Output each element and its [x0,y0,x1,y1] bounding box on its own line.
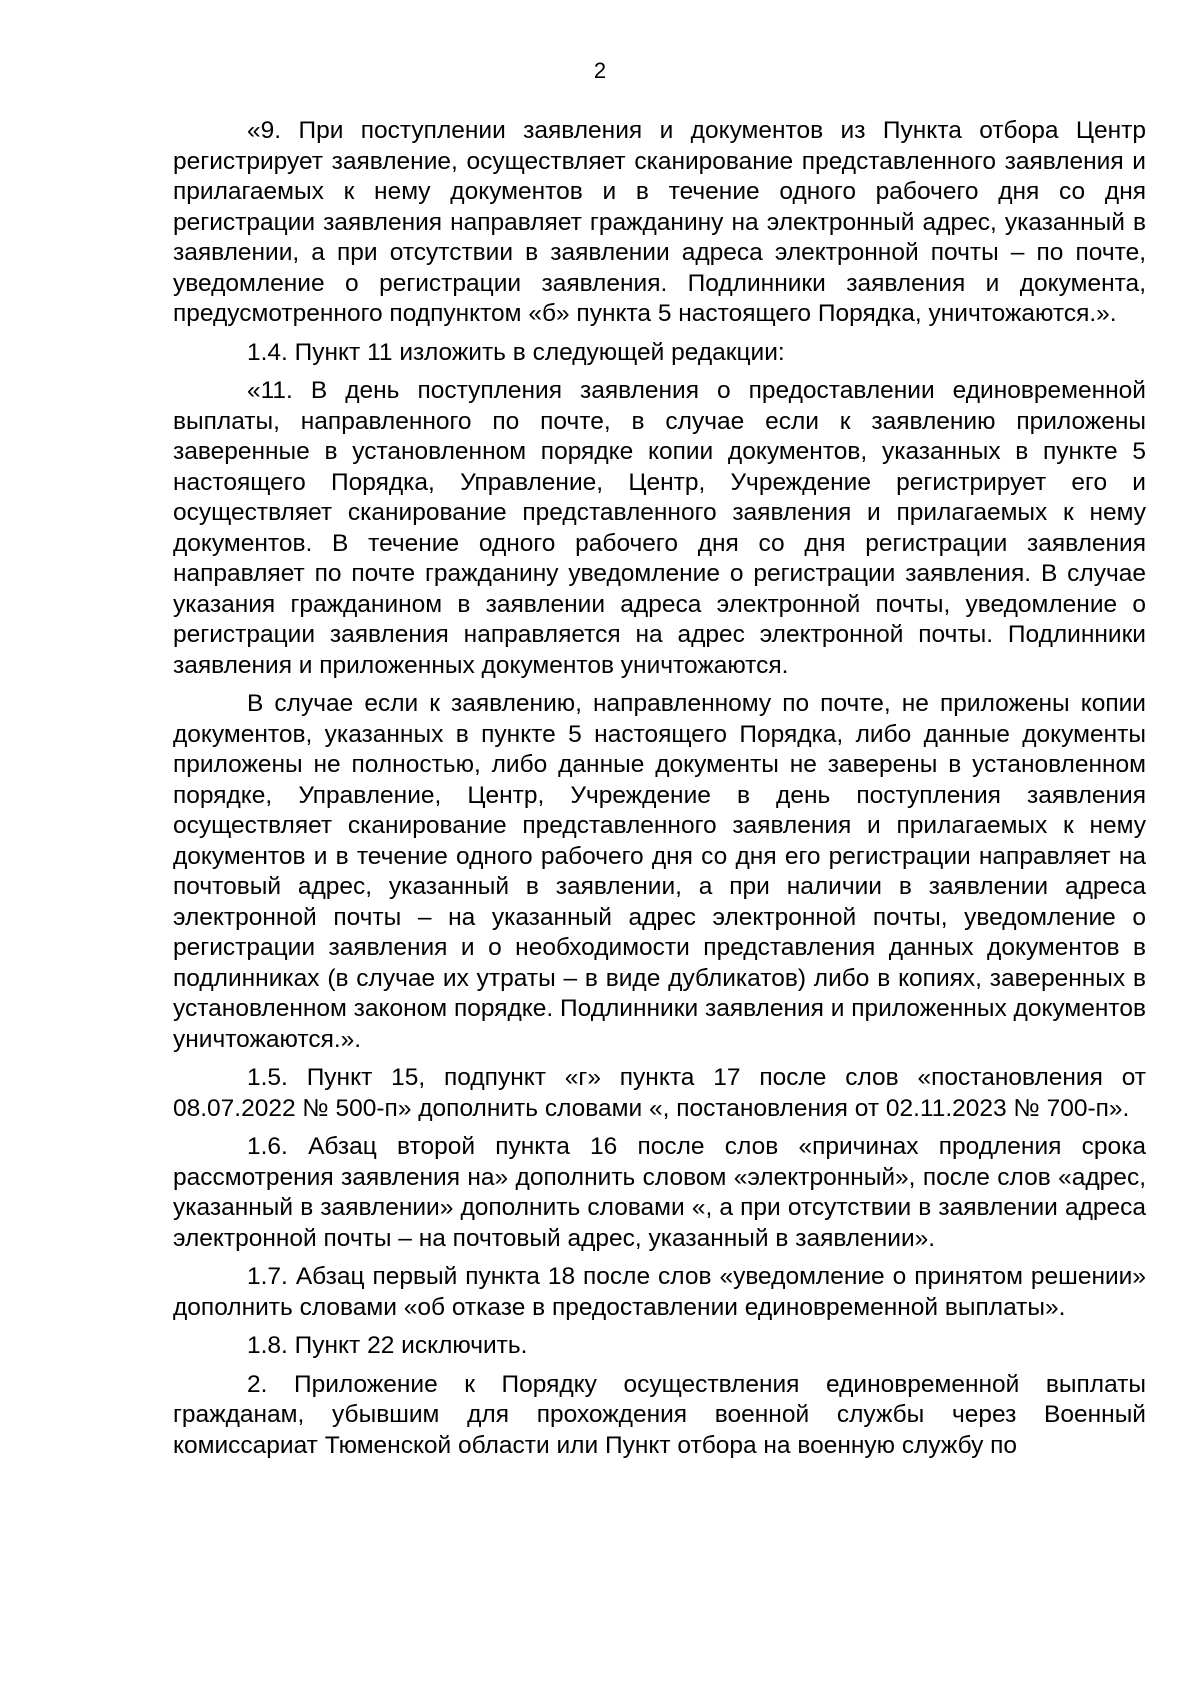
page-number: 2 [593,58,607,83]
paragraph-1-4: 1.4. Пункт 11 изложить в следующей редакции: [247,338,785,366]
paragraph-1-6: 1.6. Абзац второй пункта 16 после слов «причинах продления срока рассмотрения заявления на» дополнить словом «электронный», после слов «адрес, указанный в заявлении» дополнить словами «, а при отсутствии в заявлении адреса электронной почты – на почтовый адрес, указанный в заявлении». [173,1133,1146,1252]
paragraph-item-9: «9. При поступлении заявления и документов из Пункта отбора Центр регистрирует заявление, осуществляет сканирование представленного заявления и прилагаемых к нему документов и в течение одного рабочего дня со дня регистрации заявления направляет гражданину на электронный адрес, указанный в заявлении, а при отсутствии в заявлении адреса электронной почты – по почте, уведомление о регистрации заявления. Подлинники заявления и документа, предусмотренного подпунктом «б» пункта 5 настоящего Порядка, уничтожаются.». [173,117,1146,327]
paragraph-1-5: 1.5. Пункт 15, подпункт «г» пункта 17 после слов «постановления от 08.07.2022 № 500-п» дополнить словами «, постановления от 02.11.2023 № 700-п». [173,1064,1146,1122]
paragraph-1-8: 1.8. Пункт 22 исключить. [247,1332,528,1359]
paragraph-1-7: 1.7. Абзац первый пункта 18 после слов «уведомление о принятом решении» дополнить словами «об отказе в предоставлении единовременной выплаты». [173,1263,1146,1321]
paragraph-2: 2. Приложение к Порядку осуществления единовременной выплаты гражданам, убывшим для прохождения военной службы через Военный комиссариат Тюменской области или Пункт отбора на военную службу по [173,1370,1146,1459]
document-body [173,116,1146,1469]
paragraph-item-11: «11. В день поступления заявления о предоставлении единовременной выплаты, направленного по почте, в случае если к заявлению приложены заверенные в установленном порядке копии документов, указанных в пункте 5 настоящего Порядка, Управление, Центр, Учреждение регистрирует его и осуществляет сканирование представленного заявления и прилагаемых к нему документов. В течение одного рабочего дня со дня регистрации заявления направляет по почте гражданину уведомление о регистрации заявления. В случае указания гражданином в заявлении адреса электронной почты, уведомление о регистрации заявления направляется на адрес электронной почты. Подлинники заявления и приложенных документов уничтожаются. [173,377,1146,679]
paragraph-item-11-part-2: В случае если к заявлению, направленному по почте, не приложены копии документов, указанных в пункте 5 настоящего Порядка, либо данные документы приложены не полностью, либо данные документы не заверены в установленном порядке, Управление, Центр, Учреждение в день поступления заявления осуществляет сканирование представленного заявления и прилагаемых к нему документов и в течение одного рабочего дня со дня его регистрации направляет на почтовый адрес, указанный в заявлении, а при наличии в заявлении адреса электронной почты – на указанный адрес электронной почты, уведомление о регистрации заявления и о необходимости представления данных документов в подлинниках (в случае их утраты – в виде дубликатов) либо в копиях, заверенных в установленном законом порядке. Подлинники заявления и приложенных документов уничтожаются.». [173,690,1146,1053]
